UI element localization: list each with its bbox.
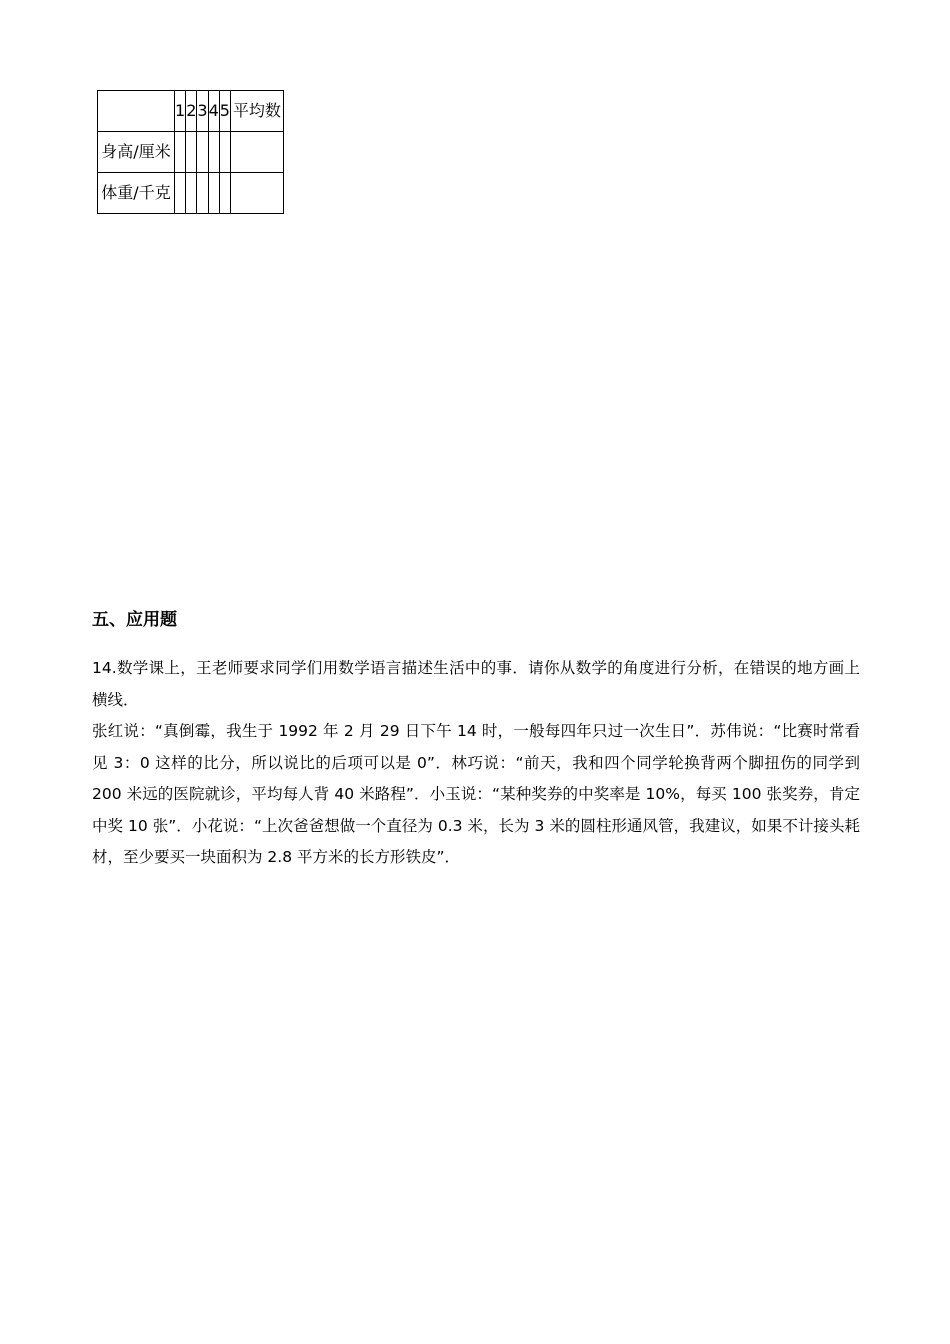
question-body: 张红说：“真倒霉，我生于 1992 年 2 月 29 日下午 14 时，一般每四年只过一次生日”．苏伟说：“比赛时常看见 3：0 这样的比分，所以说比的后项可以是 0”．林巧说：“前天，我和四个同学轮换背两个脚扭伤的同学到 200 米远的医院就诊，平均每人背 40 米路程”．小玉说：“某种奖券的中奖率是 10%，每买 100 张奖券，肯定中奖 10 张”．小花说：“上次爸爸想做一个直径为 0.3 米，长为 3 米的圆柱形通风管，我建议，如果不计接头耗材，至少要买一块面积为 2.8 平方米的长方形铁皮”． [92, 722, 860, 866]
row-label-height: 身高/厘米 [98, 132, 175, 173]
column-header-4: 4 [208, 91, 219, 132]
stats-table [97, 90, 284, 214]
table-cell [186, 132, 197, 173]
table-cell [219, 132, 230, 173]
table-cell-average [230, 173, 283, 214]
table-cell [186, 173, 197, 214]
table-cell [197, 173, 208, 214]
section-heading: 五、应用题 [92, 610, 177, 630]
table-cell [175, 173, 186, 214]
column-header-1: 1 [175, 91, 186, 132]
table-cell [219, 173, 230, 214]
table-header-row [98, 91, 284, 132]
row-label-weight: 体重/千克 [98, 173, 175, 214]
table-row-weight [98, 173, 284, 214]
question-prompt: 14.数学课上，王老师要求同学们用数学语言描述生活中的事．请你从数学的角度进行分析，在错误的地方画上横线． [92, 659, 860, 709]
table-cell [208, 132, 219, 173]
table-cell [175, 132, 186, 173]
question-14 [92, 653, 860, 874]
column-header-2: 2 [186, 91, 197, 132]
table-cell [197, 132, 208, 173]
table-cell [208, 173, 219, 214]
table-corner-cell [98, 91, 175, 132]
table-cell-average [230, 132, 283, 173]
column-header-3: 3 [197, 91, 208, 132]
column-header-average: 平均数 [230, 91, 283, 132]
column-header-5: 5 [219, 91, 230, 132]
table-row-height [98, 132, 284, 173]
